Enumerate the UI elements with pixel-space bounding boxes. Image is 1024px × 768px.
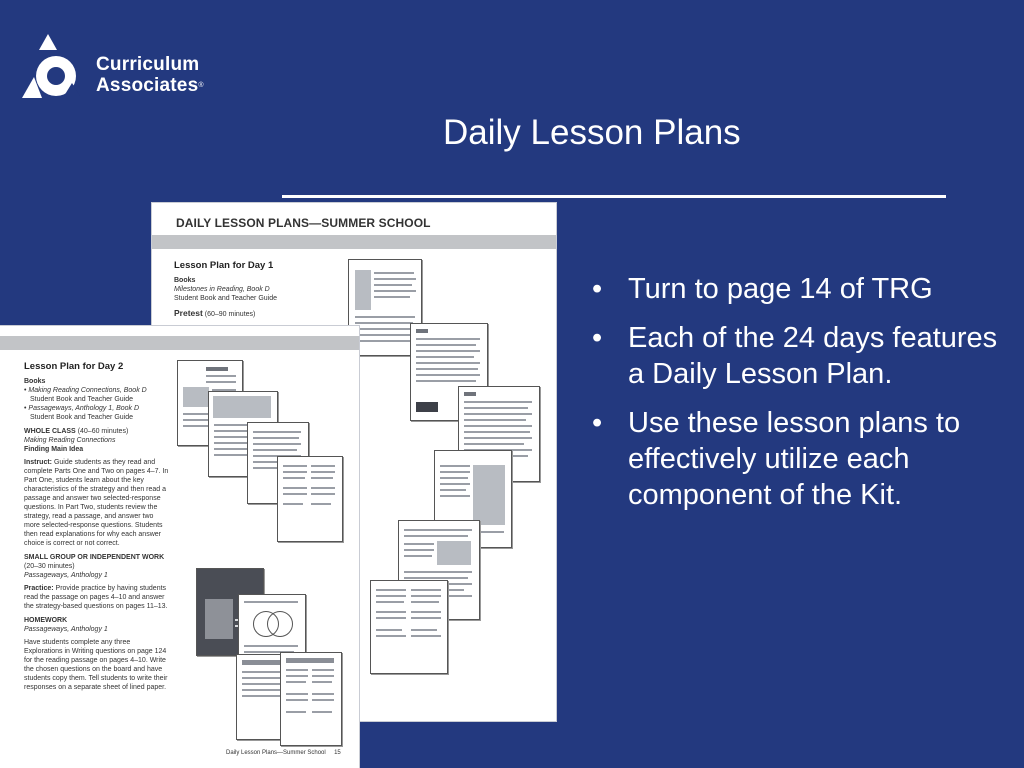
section-book: Making Reading Connections (24, 437, 116, 444)
plan-title: Lesson Plan for Day 2 (24, 361, 124, 372)
curriculum-associates-logo (14, 34, 224, 104)
doc-heading: DAILY LESSON PLANS—SUMMER SCHOOL (176, 216, 431, 230)
logo-line-1: Curriculum (96, 54, 200, 75)
bullet-list (590, 271, 1000, 526)
book-entry-sub: Student Book and Teacher Guide (30, 414, 134, 421)
page-footer: Daily Lesson Plans—Summer School 15 (226, 750, 341, 756)
instruct-paragraph: Instruct: Guide students as they read and complete Parts One and Two on pages 4–7. In Part One, students learn about the key characteristics of the strategy and then read a passage and answer two selected-response questions. In Part Two, students review the strategy, read a passage, and answer two more selected-response questions. Students then read explanations for why each answer choice is correct or not correct. (24, 459, 169, 547)
thumbnail-page (277, 456, 343, 542)
book-entry: • Passageways, Anthology 1, Book D (24, 405, 140, 412)
slide-title: Daily Lesson Plans (443, 113, 741, 152)
registered-mark: ® (198, 82, 204, 89)
logo-line-2: Associates® (96, 75, 204, 96)
day-1-plan-text (174, 261, 334, 319)
book-entry: • Making Reading Connections, Book D (24, 387, 147, 394)
section-homework: HOMEWORK (24, 617, 68, 624)
thumbnail-page (370, 580, 448, 674)
section-book: Passageways, Anthology 1 (24, 572, 108, 579)
header-band (152, 235, 556, 249)
homework-paragraph: Have students complete any three Explorations in Writing questions on page 124 for the reading passage on pages 4–10. Write the chosen questions on the board and have students copy them. Tell students to write their responses on a separate sheet of lined paper. (24, 639, 168, 691)
bullet-dot: • (592, 407, 603, 439)
logo-wordmark (96, 54, 204, 96)
plan-title: Lesson Plan for Day 1 (174, 260, 274, 271)
bullet-item: • Turn to page 14 of TRG (592, 273, 933, 305)
day-2-plan-text (24, 362, 170, 696)
section-time: (20–30 minutes) (24, 563, 75, 570)
book-entry: Milestones in Reading, Book D (174, 286, 270, 293)
bullet-item: • Each of the 24 days features a Daily Lesson Plan. (592, 322, 998, 390)
thumbnail-page (280, 652, 342, 746)
section-small-group: SMALL GROUP OR INDEPENDENT WORK (24, 554, 165, 561)
section-skill: Finding Main Idea (24, 446, 84, 453)
header-band (0, 336, 359, 350)
books-label: Books (24, 378, 46, 385)
book-entry-sub: Student Book and Teacher Guide (174, 295, 278, 302)
books-label: Books (174, 277, 196, 284)
bullet-dot: • (592, 322, 603, 354)
practice-paragraph: Practice: Provide practice by having students read the passage on pages 4–10 and answer the strategy-based questions on pages 11–13. (24, 585, 168, 610)
section-book: Passageways, Anthology 1 (24, 626, 108, 633)
bullet-item: • Use these lesson plans to effectively utilize each component of the Kit. (592, 407, 961, 511)
section-whole-class: WHOLE CLASS (40–60 minutes) (24, 428, 129, 435)
pretest-line: Pretest (60–90 minutes) (174, 308, 256, 318)
document-page-day-2 (0, 326, 359, 768)
book-entry-sub: Student Book and Teacher Guide (30, 396, 134, 403)
logo-mark-icon (14, 34, 94, 102)
bullet-dot: • (592, 273, 603, 305)
title-divider (282, 195, 946, 198)
